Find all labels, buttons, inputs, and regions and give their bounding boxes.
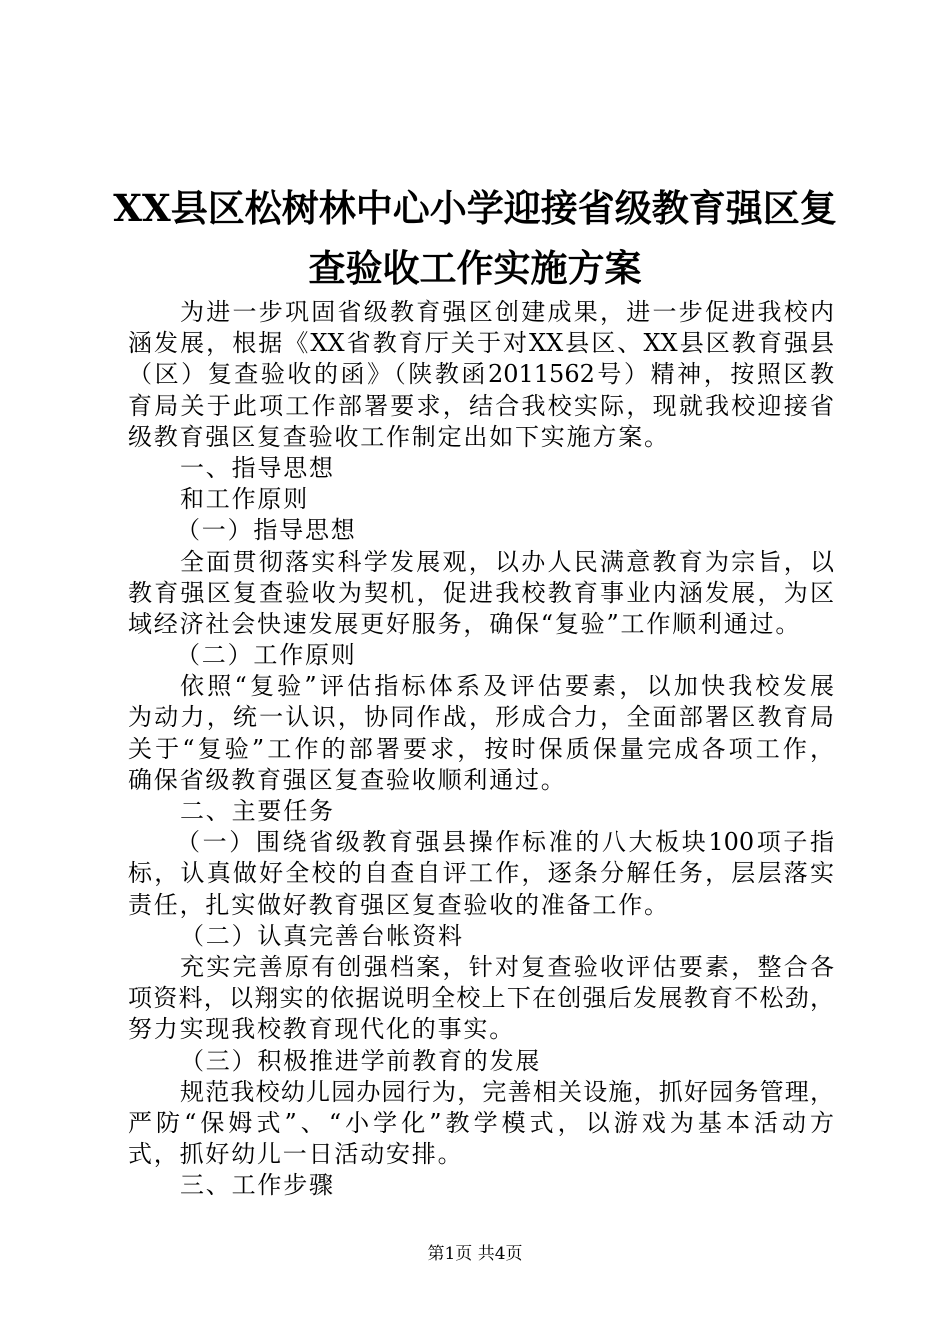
paragraph-line: 关于“复验”工作的部署要求，按时保质保量完成各项工作，	[128, 734, 834, 763]
paragraph-line: 涵发展，根据《XX省教育厅关于对XX县区、XX县区教育强县	[128, 329, 834, 358]
paragraph-line: 严防“保姆式”、“小学化”教学模式，以游戏为基本活动方	[128, 1108, 834, 1137]
subsection-heading: （二）认真完善台帐资料	[180, 921, 464, 950]
paragraph-line: 全面贯彻落实科学发展观，以办人民满意教育为宗旨，以	[180, 547, 834, 576]
paragraph-line: 教育强区复查验收为契机，促进我校教育事业内涵发展，为区	[128, 578, 834, 607]
paragraph-line: 育局关于此项工作部署要求，结合我校实际，现就我校迎接省	[128, 391, 834, 420]
section-heading: 和工作原则	[180, 485, 309, 514]
paragraph-line: 努力实现我校教育现代化的事实。	[128, 1015, 515, 1044]
subsection-heading: （三）积极推进学前教育的发展	[180, 1046, 542, 1075]
paragraph-line: （区）复查验收的函》（陕教函2011562号）精神，按照区教	[128, 360, 834, 389]
subsection-heading: （二）工作原则	[176, 641, 357, 670]
subsection-heading: （一）指导思想	[176, 516, 357, 545]
paragraph-line: 级教育强区复查验收工作制定出如下实施方案。	[128, 422, 670, 451]
paragraph-line: 项资料，以翔实的依据说明全校上下在创强后发展教育不松劲，	[128, 984, 834, 1013]
document-body	[128, 297, 834, 1201]
paragraph-line: 式，抓好幼儿一日活动安排。	[128, 1140, 464, 1169]
paragraph-line: 责任，扎实做好教育强区复查验收的准备工作。	[128, 890, 670, 919]
paragraph-line: 规范我校幼儿园办园行为，完善相关设施，抓好园务管理，	[180, 1077, 834, 1106]
paragraph-line: 域经济社会快速发展更好服务，确保“复验”工作顺利通过。	[128, 609, 802, 638]
paragraph-line: （一）围绕省级教育强县操作标准的八大板块100项子指	[176, 828, 834, 857]
paragraph-line: 依照“复验”评估指标体系及评估要素，以加快我校发展	[180, 672, 834, 701]
paragraph-line: 确保省级教育强区复查验收顺利通过。	[128, 765, 567, 794]
page-footer: 第1页 共4页	[427, 1244, 523, 1264]
section-heading: 一、指导思想	[180, 453, 335, 482]
paragraph-line: 为进一步巩固省级教育强区创建成果，进一步促进我校内	[180, 298, 834, 326]
section-heading: 三、工作步骤	[180, 1171, 335, 1200]
paragraph-line: 标，认真做好全校的自查自评工作，逐条分解任务，层层落实	[128, 859, 834, 888]
document-title-line-2: 查验收工作实施方案	[308, 246, 642, 290]
section-heading: 二、主要任务	[180, 797, 335, 825]
document-title-line-1: XX县区松树林中心小学迎接省级教育强区复	[113, 186, 837, 230]
paragraph-line: 充实完善原有创强档案，针对复查验收评估要素，整合各	[180, 952, 834, 981]
paragraph-line: 为动力，统一认识，协同作战，形成合力，全面部署区教育局	[128, 703, 834, 732]
